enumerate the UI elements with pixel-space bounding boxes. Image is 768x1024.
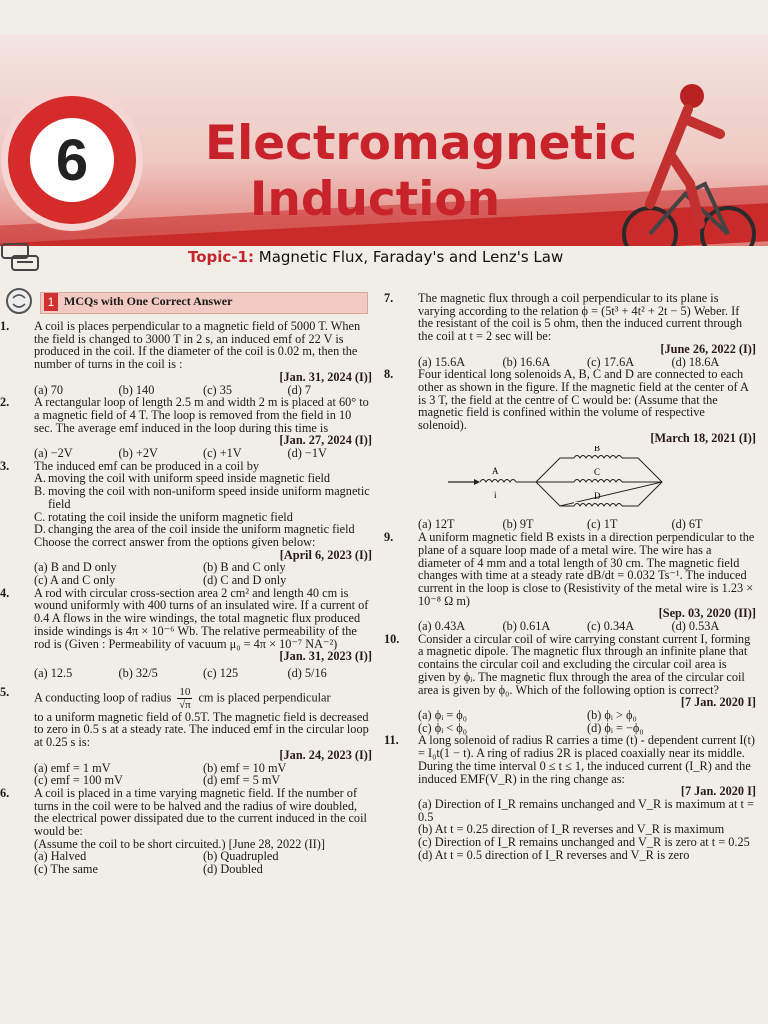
- solenoid-a: [480, 480, 516, 483]
- chapter-title: [205, 116, 637, 228]
- question-10: 10. Consider a circular coil of wire carrying constant current I, forming a magnetic dipole. The magnetic flux through an infinite plane that contains the circular coil and excluding the circular coil area is given by ϕᵢ. The magnetic flux through the area of the circular coil area is given by ϕ₀. Which of the following option is correct? [7 Jan. 2020 I] (a) ϕᵢ = ϕ₀ (b) ϕᵢ > ϕ₀ (c) ϕᵢ < ϕ₀ (d) ϕᵢ = −ϕ₀: [384, 631, 756, 735]
- option-b[interactable]: (b) 16.6A: [502, 354, 551, 369]
- topic-prefix: Topic-1:: [188, 248, 254, 266]
- option-c[interactable]: (c) +1V: [203, 446, 242, 461]
- question-text: A rectangular loop of length 2.5 m and width 2 m is placed at 60° to a magnetic field of 4 T. The loop is removed from the field in 10 sec. The average emf induced in the loop during this time is: [34, 395, 369, 435]
- option-d[interactable]: (d) Doubled: [203, 862, 263, 877]
- question-8: 8. Four identical long solenoids A, B, C and D are connected to each other as shown in the figure. If the magnetic field at the center of A is 3 T, the field at the centre of C would be: (Assume that the magnetic field is confined within the volume of respective solenoid). [March 18, 2021 (I)] A i B C D (a) 12T (b) 9T (c) 1T (d) 6T: [384, 367, 756, 532]
- option-a[interactable]: (a) 12T: [418, 517, 455, 532]
- section-label: MCQs with One Correct Answer: [64, 294, 233, 308]
- option-a[interactable]: (a) 70: [34, 382, 64, 397]
- question-11: 11. A long solenoid of radius R carries a time (t) - dependent current I(t) = I₀t(1 − t). A ring of radius 2R is placed coaxially near its middle. During the time interval 0 ≤ t ≤ 1, the induced current (I_R) and the induced EMF(V_R) in the ring change as: [7 Jan. 2020 I] (a) Direction of I_R remains unchanged and V_R is maximum at t = 0.5 (b) At t = 0.25 direction of I_R reverses and V_R is maximum (c) Direction of I_R remains unchanged and V_R is zero at t = 0.25 (d) At t = 0.5 direction of I_R reverses and V_R is zero: [384, 733, 756, 862]
- chapter-title-line2: Induction: [249, 172, 501, 227]
- option-a[interactable]: (a) −2V: [34, 446, 73, 461]
- statement-b: B. moving the coil with non-uniform speed inside uniform magnetic field: [34, 484, 370, 511]
- option-d[interactable]: (d) ϕᵢ = −ϕ₀: [587, 720, 644, 735]
- option-d[interactable]: (d) emf = 5 mV: [203, 773, 281, 788]
- option-c[interactable]: (c) The same: [34, 862, 98, 877]
- option-a[interactable]: (a) B and D only: [34, 560, 117, 575]
- question-text: A coil is places perpendicular to a magnetic field of 5000 T. When the field is changed to 3000 T in 2 s, an induced emf of 22 V is produced in the coil. If the diameter of the coil is 0.02 m, then the number of turns in the coil is :: [34, 319, 361, 372]
- answer-options: [34, 447, 372, 460]
- exam-reference: [7 Jan. 2020 I]: [680, 695, 756, 710]
- question-text: Four identical long solenoids A, B, C and D are connected to each other as shown in the figure. If the magnetic field at the center of A is 3 T, the field at the centre of C would be: (Assume that the magnetic field is confined within the volume of respective solenoid).: [418, 367, 749, 433]
- question-6: 6. A coil is placed in a time varying magnetic field. If the number of turns in the coil were to be halved and the radius of wire doubled, the electrical power dissipated due to the current induced in the coil would be: (Assume the coil to be short circuited.) [June 28, 2022 (II)] (a) Halved (b) Quadrupled (c) The same (d) Doubled: [0, 787, 372, 876]
- question-4: 4. A rod with circular cross-section area 2 cm² and length 40 cm is wound uniformly with 400 turns of an insulated wire. If a current of 0.4 A flows in the wire windings, the total magnetic flux produced inside windings is 4π × 10⁻⁶ Wb. The relative permeability of the rod is (Given : Permeability of vacuum μ₀ = 4π × 10⁻⁷ NA⁻²) [Jan. 31, 2023 (I)] (a) 12.5 (b) 32/5 (c) 125 (d) 5/16: [0, 585, 372, 680]
- option-d[interactable]: (d) 18.6A: [671, 354, 720, 369]
- exam-reference: [Jan. 31, 2023 (I)]: [279, 649, 372, 664]
- option-c[interactable]: (c) 17.6A: [587, 354, 635, 369]
- question-text: A long solenoid of radius R carries a time (t) - dependent current I(t) = I₀t(1 − t). A ring of radius 2R is placed coaxially near its middle. During the time interval 0 ≤ t ≤ 1, the induced current (I_R) and the induced EMF(V_R) in the ring change as:: [418, 733, 756, 786]
- chapter-banner: [0, 34, 768, 246]
- option-b[interactable]: (b) 32/5: [118, 665, 158, 680]
- option-b[interactable]: (b) emf = 10 mV: [203, 760, 287, 775]
- answer-options: [34, 762, 372, 787]
- option-b[interactable]: (b) +2V: [118, 446, 158, 461]
- question-1: 1. A coil is places perpendicular to a magnetic field of 5000 T. When the field is changed to 3000 T in 2 s, an induced emf of 22 V is produced in the coil. If the diameter of the coil is 0.02 m, then the number of turns in the coil is : [Jan. 31, 2024 (I)] (a) 70 (b) 140 (c) 35 (d) 7: [0, 319, 372, 397]
- option-c[interactable]: (c) Direction of I_R remains unchanged and V_R is zero at t = 0.25: [418, 835, 750, 850]
- label-d: D: [594, 491, 601, 502]
- statement-d: D. changing the area of the coil inside the uniform magnetic field: [34, 522, 355, 537]
- chapter-number-badge: [8, 96, 136, 224]
- answer-options: [34, 561, 372, 586]
- label-c: C: [594, 467, 601, 478]
- exam-reference: [7 Jan. 2020 I]: [680, 784, 756, 799]
- option-d[interactable]: (d) 0.53A: [671, 619, 720, 634]
- option-c[interactable]: (c) A and C only: [34, 573, 116, 588]
- option-c[interactable]: (c) 35: [203, 382, 233, 397]
- answer-options: [34, 667, 372, 680]
- exam-reference: [Jan. 24, 2023 (I)]: [279, 747, 372, 762]
- question-text: A coil is placed in a time varying magnetic field. If the number of turns in the coil were to be halved and the radius of wire doubled, the electrical power dissipated due to the current induced in the coil would be:: [34, 785, 367, 839]
- chapter-title-line1: Electromagnetic: [205, 116, 637, 171]
- instruction-text: (Assume the coil to be short circuited.) [June 28, 2022 (II)]: [34, 836, 325, 851]
- option-a[interactable]: (a) 12.5: [34, 665, 73, 680]
- exam-reference: [Sep. 03, 2020 (II)]: [658, 606, 756, 621]
- statement-c: C. rotating the coil inside the uniform magnetic field: [34, 509, 293, 524]
- option-a[interactable]: (a) 0.43A: [418, 619, 466, 634]
- label-b: B: [594, 446, 601, 454]
- exam-reference: [Jan. 27, 2024 (I)]: [279, 433, 372, 448]
- right-column: [384, 292, 756, 861]
- option-b[interactable]: (b) 140: [118, 382, 155, 397]
- solenoid-circuit-diagram: [428, 446, 728, 518]
- statement-a: A. moving the coil with uniform speed inside magnetic field: [34, 471, 331, 486]
- question-text: The magnetic flux through a coil perpendicular to its plane is varying according to the relation ϕ = (5t³ + 4t² + 2t − 5) Weber. If the resistant of the coil is 5 ohm, then the induced current through the coil at t = 2 sec will be:: [418, 291, 743, 344]
- radius-fraction: $\frac{10}{√\pi}$: [179, 685, 191, 711]
- label-a: A: [492, 466, 499, 477]
- option-b[interactable]: (b) Quadrupled: [203, 849, 279, 864]
- option-d[interactable]: (d) 7: [287, 382, 312, 397]
- exam-reference: [June 26, 2022 (I)]: [660, 341, 756, 356]
- option-b[interactable]: (b) B and C only: [203, 560, 286, 575]
- question-2: 2. A rectangular loop of length 2.5 m and width 2 m is placed at 60° to a magnetic field of 4 T. The loop is removed from the field in 10 sec. The average emf induced in the loop during this time is [Jan. 27, 2024 (I)] (a) −2V (b) +2V (c) +1V (d) −1V: [0, 395, 372, 461]
- question-7: 7. The magnetic flux through a coil perpendicular to its plane is varying according to the relation ϕ = (5t³ + 4t² + 2t − 5) Weber. If the resistant of the coil is 5 ohm, then the induced current through the coil at t = 2 sec will be: [June 26, 2022 (I)] (a) 15.6A (b) 16.6A (c) 17.6A (d) 18.6A: [384, 291, 756, 369]
- option-a[interactable]: (a) ϕᵢ = ϕ₀: [418, 707, 468, 722]
- option-c[interactable]: (c) 1T: [587, 517, 618, 532]
- option-c[interactable]: (c) 125: [203, 665, 239, 680]
- topic-heading: [188, 248, 563, 266]
- topic-title: Magnetic Flux, Faraday's and Lenz's Law: [258, 248, 564, 266]
- section-header: [0, 286, 366, 316]
- chapter-number: 6: [30, 118, 114, 202]
- option-a[interactable]: (a) Halved: [34, 849, 87, 864]
- option-a[interactable]: (a) Direction of I_R remains unchanged and V_R is maximum at t = 0.5: [418, 796, 754, 824]
- question-text: The induced emf can be produced in a coil by: [34, 458, 260, 473]
- exam-reference: [April 6, 2023 (I)]: [279, 547, 372, 562]
- question-3: 3. The induced emf can be produced in a coil by A. moving the coil with uniform speed inside magnetic field B. moving the coil with non-uniform speed inside uniform magnetic field C. rotating the coil inside the uniform magnetic field D. changing the area of the coil inside the uniform magnetic field Choose the correct answer from the options given below: [April 6, 2023 (I)] (a) B and D only (b) B and C only (c) A and C only (d) C and D only: [0, 458, 372, 588]
- cyclist-illustration: [610, 74, 760, 246]
- question-5: 5. A conducting loop of radius $\frac{10}{√\pi}$ cm is placed perpendicular to a uniform magnetic field of 0.5T. The magnetic field is decreased to zero in 0.5 s at a steady rate. The induced emf in the circular loop at 0.25 s is: [Jan. 24, 2023 (I)] (a) emf = 1 mV (b) emf = 10 mV (c) emf = 100 mV (d) emf = 5 mV: [0, 684, 372, 788]
- question-text-lead: A conducting loop of radius $\frac{10}{√\pi}$ cm is placed perpendicular: [34, 685, 331, 711]
- exam-reference: [Jan. 31, 2024 (I)]: [279, 369, 372, 384]
- option-d[interactable]: (d) 6T: [671, 517, 703, 532]
- question-text: A rod with circular cross-section area 2 cm² and length 40 cm is wound uniformly with 400 turns of an insulated wire. If a current of 0.4 A flows in the wire windings, the total magnetic flux produced inside windings is 4π × 10⁻⁶ Wb. The relative permeability of the rod is (Given : Permeability of vacuum μ₀ = 4π × 10⁻⁷ NA⁻²): [34, 585, 369, 651]
- option-d[interactable]: (d) C and D only: [203, 573, 287, 588]
- option-b[interactable]: (b) 0.61A: [502, 619, 551, 634]
- option-c[interactable]: (c) emf = 100 mV: [34, 773, 123, 788]
- question-9: 9. A uniform magnetic field B exists in a direction perpendicular to the plane of a square loop made of a metal wire. The wire has a diameter of 4 mm and a total length of 30 cm. The magnetic field changes with time at a steady rate dB/dt = 0.032 Ts⁻¹. The induced current in the loop is close to (Resistivity of the metal wire is 1.23 × 10⁻⁸ Ω m) [Sep. 03, 2020 (II)] (a) 0.43A (b) 0.61A (c) 0.34A (d) 0.53A: [384, 530, 756, 634]
- option-d[interactable]: (d) −1V: [287, 446, 327, 461]
- answer-options: [34, 850, 372, 875]
- chat-bubbles-icon: [0, 240, 40, 274]
- option-d[interactable]: (d) 5/16: [287, 665, 327, 680]
- option-d[interactable]: (d) At t = 0.5 direction of I_R reverses and V_R is zero: [418, 847, 690, 862]
- instruction-text: Choose the correct answer from the options given below:: [34, 534, 316, 549]
- question-text: to a uniform magnetic field of 0.5T. The magnetic field is decreased to zero in 0.5 s at a steady rate. The induced emf in the circular loop at 0.25 s is:: [34, 709, 369, 750]
- exam-reference: [March 18, 2021 (I)]: [650, 430, 756, 445]
- option-a[interactable]: (a) emf = 1 mV: [34, 760, 111, 775]
- question-text: Consider a circular coil of wire carrying constant current I, forming a magnetic dipole. The magnetic flux through an infinite plane that contains the circular coil and excluding the circular coil area is given by ϕᵢ. The magnetic flux through the area of the circular coil area is given by ϕ₀. Which of the following option is correct?: [418, 631, 751, 697]
- answer-options: [418, 620, 756, 633]
- brain-icon: [2, 286, 36, 316]
- option-a[interactable]: (a) 15.6A: [418, 354, 466, 369]
- label-i: i: [494, 490, 497, 501]
- section-number: 1: [44, 293, 58, 311]
- option-c[interactable]: (c) 0.34A: [587, 619, 635, 634]
- left-column: [0, 320, 372, 876]
- option-c[interactable]: (c) ϕᵢ < ϕ₀: [418, 720, 468, 735]
- option-b[interactable]: (b) At t = 0.25 direction of I_R reverses and V_R is maximum: [418, 822, 725, 837]
- option-b[interactable]: (b) ϕᵢ > ϕ₀: [587, 707, 637, 722]
- answer-options: [418, 709, 756, 734]
- option-b[interactable]: (b) 9T: [502, 517, 534, 532]
- question-text: A uniform magnetic field B exists in a direction perpendicular to the plane of a square loop made of a metal wire. The wire has a diameter of 4 mm and a total length of 30 cm. The magnetic field changes with time at a steady rate dB/dt = 0.032 Ts⁻¹. The induced current in the loop is close to (Resistivity of the metal wire is 1.23 × 10⁻⁸ Ω m): [418, 530, 755, 608]
